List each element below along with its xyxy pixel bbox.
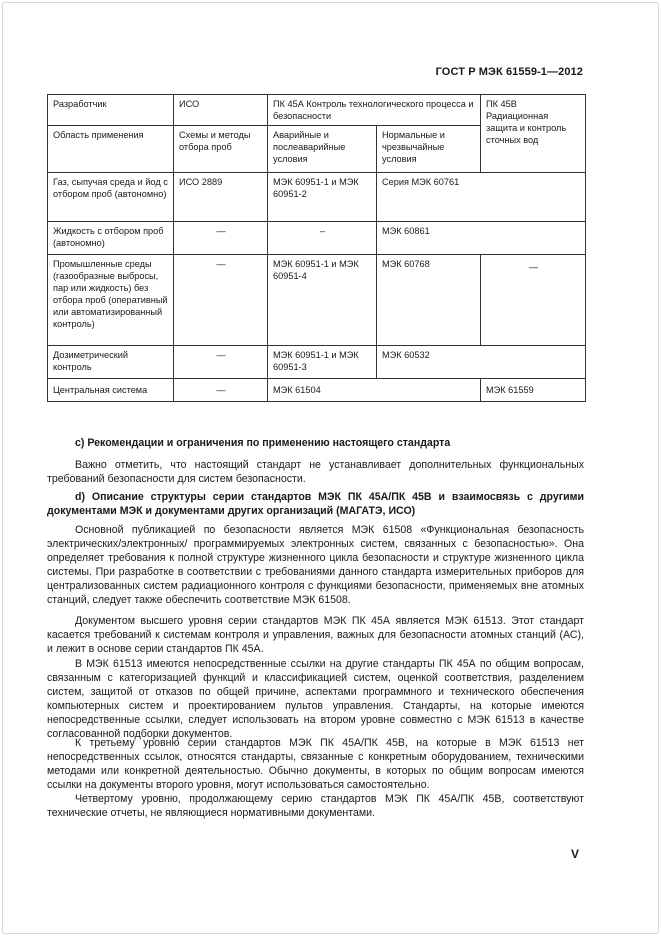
table-cell: —	[174, 379, 268, 402]
table-cell: —	[481, 255, 586, 346]
table-cell: МЭК 61504	[268, 379, 481, 402]
table-row	[48, 95, 586, 126]
table-cell: МЭК 60861	[377, 222, 586, 255]
table-row	[48, 346, 586, 379]
table-cell: Серия МЭК 60761	[377, 173, 586, 222]
section-d-paragraph: Четвертому уровню, продолжающему серию стандартов МЭК ПК 45А/ПК 45В, соответствуют технические отчеты, не являющиеся нормативными документами.	[47, 793, 584, 819]
table-cell: Область применения	[48, 126, 174, 173]
table-cell: ИСО	[174, 95, 268, 126]
table-cell: Схемы и методы отбора проб	[174, 126, 268, 173]
section-d-paragraph: Основной публикацией по безопасности является МЭК 61508 «Функциональная безопасность электрических/электронных/ программируемых электронных систем, связанных с безопасностью». Она определяет требования к полной структуре жизненного цикла безопасности и структуре жизненного цикла системы. При разработке в соответствии с требованиями данного стандарта измерительных приборов для централизованных систем радиационного контроля с функциями безопасности, применяемых вне атомных станций, следует также обеспечить соответствие МЭК 61508.	[47, 524, 584, 606]
table-cell: МЭК 60951-1 и МЭК 60951-3	[268, 346, 377, 379]
table-cell: МЭК 61559	[481, 379, 586, 402]
table-cell: —	[174, 346, 268, 379]
table-cell: Дозиметрический контроль	[48, 346, 174, 379]
table-cell: МЭК 60951-1 и МЭК 60951-4	[268, 255, 377, 346]
table-cell: ИСО 2889	[174, 173, 268, 222]
table-cell: МЭК 60768	[377, 255, 481, 346]
section-c-heading: c) Рекомендации и ограничения по применению настоящего стандарта	[75, 437, 451, 449]
table-cell: Промышленные среды (газообразные выбросы, пар или жидкость) без отбора проб (оперативный или автоматизированный контроль)	[48, 255, 174, 346]
table-cell: Центральная система	[48, 379, 174, 402]
section-c-text: Важно отметить, что настоящий стандарт не устанавливает дополнительных функциональных требований безопасности для систем безопасности.	[47, 459, 584, 485]
table-cell: МЭК 60951-1 и МЭК 60951-2	[268, 173, 377, 222]
table-cell: Аварийные и послеаварийные условия	[268, 126, 377, 173]
table-row	[48, 255, 586, 346]
standards-table	[47, 94, 586, 402]
section-d-paragraph: К третьему уровню серии стандартов МЭК ПК 45А/ПК 45В, на которые в МЭК 61513 нет непосредственных ссылок, относятся стандарты, связанные с конкретным оборудованием, техническими методами или конкретной деятельностью. Обычно документы, в которых по общим вопросам имеются ссылки на документы второго уровня, могут использоваться самостоятельно.	[47, 737, 584, 791]
section-d-paragraph: Документом высшего уровня серии стандартов МЭК ПК 45А является МЭК 61513. Этот стандарт касается требований к системам контроля и управления, важных для безопасности атомных станций (АС), и лежит в основе серии стандартов ПК 45А.	[47, 615, 584, 655]
table-cell: –	[268, 222, 377, 255]
table-cell: МЭК 60532	[377, 346, 586, 379]
table-cell: Газ, сыпучая среда и йод с отбором проб (автономно)	[48, 173, 174, 222]
page-number: V	[570, 847, 579, 861]
table-cell: —	[174, 222, 268, 255]
table-row	[48, 379, 586, 402]
table-row	[48, 222, 586, 255]
table-cell: —	[174, 255, 268, 346]
section-d-paragraph: В МЭК 61513 имеются непосредственные ссылки на другие стандарты ПК 45А по общим вопросам, связанным с категоризацией функций и классификацией систем, оценкой соответствия, разделением систем, защитой от отказов по общей причине, аспектами программного и технического обеспечения компьютерных систем и проектированием пультов управления. Стандарты, на которые имеются непосредственные ссылки, следует использовать на втором уровне совместно с МЭК 61513 в качестве согласованной подборки документов.	[47, 658, 584, 740]
table-cell: Жидкость с отбором проб (автономно)	[48, 222, 174, 255]
table-row	[48, 173, 586, 222]
table-cell: ПК 45В Радиационная защита и контроль сточных вод	[481, 95, 586, 173]
document-header: ГОСТ Р МЭК 61559-1—2012	[435, 66, 583, 78]
table-cell: Разработчик	[48, 95, 174, 126]
table-cell: Нормальные и чрезвычайные условия	[377, 126, 481, 173]
section-d-heading: d) Описание структуры серии стандартов МЭК ПК 45А/ПК 45В и взаимосвязь с другими документами МЭК и документами других организаций (МАГАТЭ, ИСО)	[47, 491, 584, 517]
table-cell: ПК 45А Контроль технологического процесса и безопасности	[268, 95, 481, 126]
